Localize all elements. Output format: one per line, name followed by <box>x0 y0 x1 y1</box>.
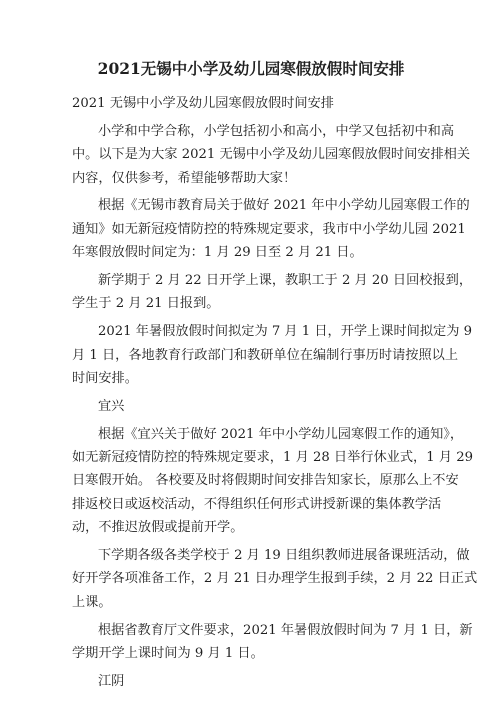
paragraph <box>72 423 473 540</box>
text-line: 根据省教育厅文件要求，2021 年暑假放假时间为 7 月 1 日，新 <box>98 622 473 638</box>
text-line: 上课。 <box>72 594 112 610</box>
paragraph <box>72 320 473 390</box>
paragraph <box>72 395 430 418</box>
text-line: 年寒假放假时间定为：1 月 29 日至 2 月 21 日。 <box>72 245 363 261</box>
text-line: 月 1 日，各地教育行政部门和教研单位在编制行事历时请按照以上 <box>72 347 459 363</box>
document-body <box>72 92 478 693</box>
text-line: 小学和中学合称，小学包括初小和高小，中学又包括初中和高 <box>98 123 455 139</box>
text-line: 时间安排。 <box>72 371 138 387</box>
paragraph <box>72 544 478 614</box>
paragraph <box>72 269 473 316</box>
text-line: 宜兴 <box>98 398 125 414</box>
text-line: 日寒假开始。 各校要及时将假期时间安排告知家长，原那么上不安 <box>72 473 459 489</box>
text-line: 内容，仅供参考，希望能够帮助大家！ <box>72 170 297 186</box>
text-line: 动，不推迟放假或提前开学。 <box>72 520 244 536</box>
text-line: 通知》如无新冠疫情防控的特殊规定要求，我市中小学幼儿园 2021 <box>72 221 466 237</box>
document-title: 2021无锡中小学及幼儿园寒假放假时间安排 <box>97 59 405 78</box>
text-line: 中。以下是为大家 2021 无锡中小学及幼儿园寒假放假时间安排相关 <box>72 147 471 163</box>
text-line: 2021 无锡中小学及幼儿园寒假放假时间安排 <box>72 96 334 111</box>
paragraph <box>72 619 473 666</box>
paragraph <box>72 120 471 190</box>
paragraph <box>72 670 430 693</box>
text-line: 根据《宜兴关于做好 2021 年中小学幼儿园寒假工作的通知》， <box>98 426 464 442</box>
text-line: 新学期于 2 月 22 日开学上课，教职工于 2 月 20 日回校报到， <box>98 273 473 289</box>
text-line: 好开学各项准备工作，2 月 21 日办理学生报到手续，2 月 22 日正式 <box>72 571 478 587</box>
text-line: 排返校日或返校活动，不得组织任何形式讲授新课的集体教学活 <box>72 496 442 512</box>
text-line: 根据《无锡市教育局关于做好 2021 年中小学幼儿园寒假工作的 <box>98 198 470 214</box>
text-line: 2021 年暑假放假时间拟定为 7 月 1 日，开学上课时间拟定为 9 <box>98 324 473 340</box>
text-line: 下学期各级各类学校于 2 月 19 日组织教师进展备课班活动，做 <box>98 548 470 564</box>
text-line: 江阴 <box>98 673 125 689</box>
text-line: 如无新冠疫情防控的特殊规定要求，1 月 28 日举行休业式，1 月 29 <box>72 450 473 466</box>
text-line: 学期开学上课时间为 9 月 1 日。 <box>72 646 264 662</box>
paragraph <box>72 92 430 115</box>
paragraph <box>72 194 470 264</box>
text-line: 学生于 2 月 21 日报到。 <box>72 296 220 312</box>
